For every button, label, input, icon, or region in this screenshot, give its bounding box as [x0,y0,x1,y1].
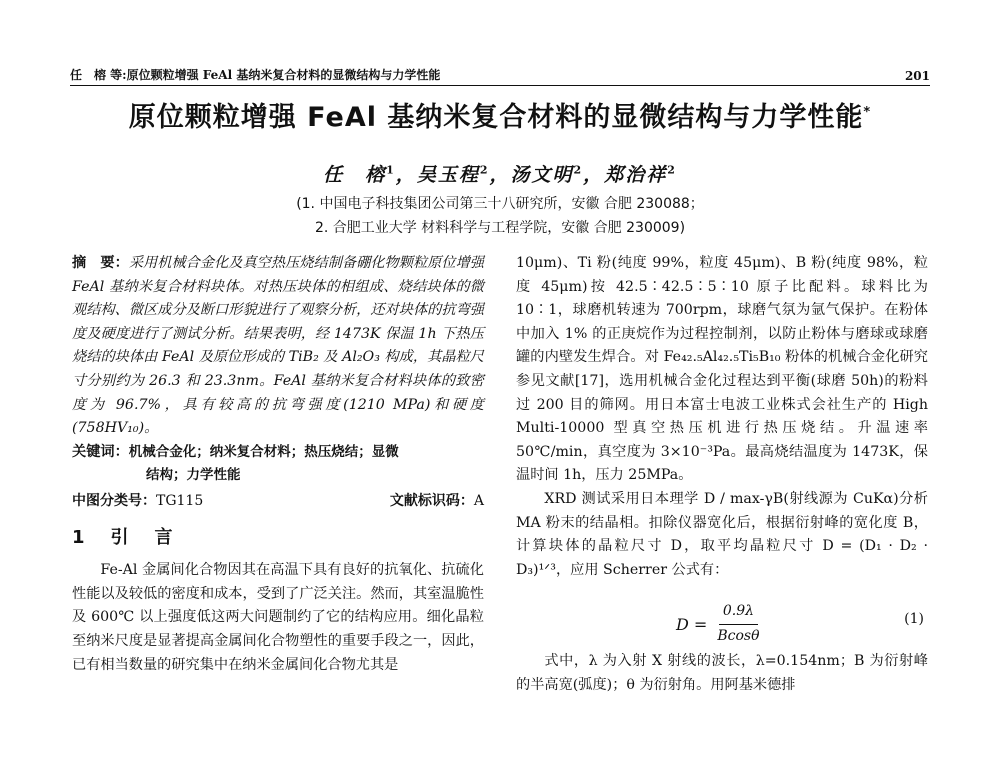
author-affiliation-mark: 2 [479,163,490,177]
doc-code-label: 文献标识码： [389,492,474,509]
author-list [0,160,1000,187]
author-name: 吴玉程 [416,164,480,186]
introduction-paragraph: Fe-Al 金属间化合物因其在高温下具有良好的抗氧化、抗硫化性能以及较低的密度和成本，受到了广泛关注。然而，其室温脆性及 600℃ 以上强度低这两大问题制约了它的结构应用。细化晶粒至纳米尺度是显著提高金属间化合物塑性的重要手段之一，因此，已有相当数量的研究集中在纳米金属间化合物尤其是 [72,562,484,673]
section-heading-introduction: 1 引 言 [72,526,177,548]
paper-title [0,95,1000,134]
doc-code-value: A [473,492,484,509]
methods-paragraph-2: XRD 测试采用日本理学 D / max-γB(射线源为 CuKα)分析 MA 粉末的结晶相。扣除仪器宽化后，根据衍射峰的宽化度 B，计算块体的晶粒尺寸 D，取平均晶粒尺寸 D = (D₁ · D₂ · D₃)¹ᐟ³，应用 Scherrer 公式有： [516,490,928,578]
keywords [72,441,484,488]
equation-lhs: D = [676,614,708,634]
author-separator: ， [489,164,511,186]
author-separator: ， [395,164,417,186]
author-affiliation-mark: 2 [573,163,584,177]
affiliation-1: (1. 中国电子科技集团公司第三十八研究所，安徽 合肥 230088； [296,196,704,212]
running-title: 任 榕 等:原位颗粒增强 FeAl 基纳米复合材料的显微结构与力学性能 [70,68,441,82]
equation-numerator: 0.9λ [719,600,758,625]
keywords-label: 关键词： [72,443,129,460]
left-column [72,252,484,677]
author-name: 任 榕 [323,164,387,186]
abstract-text: 采用机械合金化及真空热压烧结制备硼化物颗粒原位增强 FeAl 基纳米复合材料块体。对热压块体的相组成、烧结块体的微观结构、微区成分及断口形貌进行了观察分析，还对块体的抗弯强度及硬度进行了测试分析。结果表明，经 1473K 保温 1h 下热压烧结的块体由 FeAl 及原位形成的 TiB₂ 及 Al₂O₃ 构成，其晶粒尺寸分别约为 26.3 和 23.3nm。FeAl 基纳米复合材料块体的致密度为 96.7%，具有较高的抗弯强度(1210 MPa)和硬度(758HV₁₀)。 [72,255,484,437]
author-affiliation-mark: 1 [386,163,396,177]
running-header [70,66,930,86]
right-column [516,252,928,698]
methods-paragraph-1: 10μm)、Ti 粉(纯度 99%，粒度 45μm)、B 粉(纯度 98%，粒度 45μm)按 42.5∶42.5∶5∶10 原子比配料。球料比为 10∶1，球磨机转速为 700rpm，球磨气氛为氩气保护。在粉体中加入 1% 的正庚烷作为过程控制剂，以防止粉体与磨球或球磨罐的内壁发生焊合。对 Fe₄₂.₅Al₄₂.₅Ti₅B₁₀ 粉体的机械合金化研究参见文献[17]，选用机械合金化过程达到平衡(球磨 50h)的粉料过 200 目的筛网。用日本富士电波工业株式会社生产的 High Multi-10000 型真空热压机进行热压烧结。升温速率 50℃/min，真空度为 3×10⁻³Pa。最高烧结温度为 1473K，保温时间 1h，压力 25MPa。 [516,255,928,484]
keywords-line-2: 结构；力学性能 [146,467,241,484]
affiliation-2: 2. 合肥工业大学 材料科学与工程学院，安徽 合肥 230009) [314,220,686,236]
author-name: 汤文明 [510,164,574,186]
clc-label: 中图分类号： [72,492,156,509]
scherrer-equation [516,596,928,644]
classification-row [72,490,484,514]
abstract-label: 摘 要： [72,255,129,271]
author-separator: ， [583,164,605,186]
title-footnote-marker: * [863,105,872,120]
page-number: 201 [904,69,930,83]
keywords-line-1: 机械合金化；纳米复合材料；热压烧结；显微 [128,443,399,460]
author-affiliation-mark: 2 [667,163,677,177]
equation-fraction [713,600,763,648]
equation-number: (1) [904,611,924,628]
paper-title-text: 原位颗粒增强 FeAl 基纳米复合材料的显微结构与力学性能 [128,102,864,133]
abstract [72,252,484,441]
equation-denominator: Bcosθ [717,627,760,644]
author-name: 郑治祥 [604,164,668,186]
clc-value: TG115 [156,492,204,509]
methods-paragraph-3: 式中，λ 为入射 X 射线的波长，λ=0.154nm；B 为衍射峰的半高宽(弧度)；θ 为衍射角。用阿基米德排 [516,653,928,693]
